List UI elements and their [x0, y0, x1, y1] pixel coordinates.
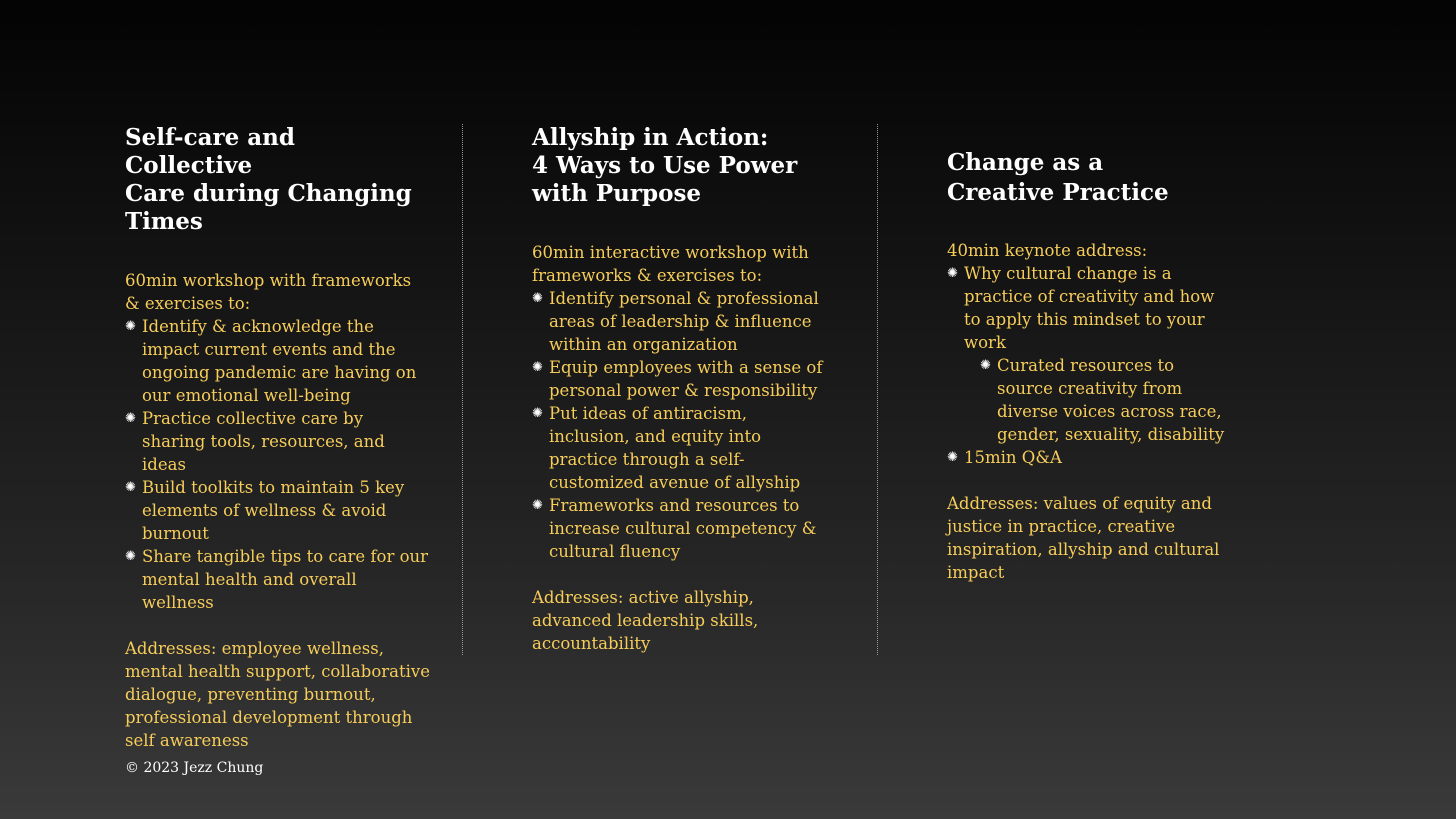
column-title: Change as a Creative Practice [947, 149, 1169, 206]
bullet-item: ✺ Build toolkits to maintain 5 key elements of wellness & avoid burnout [125, 476, 430, 545]
bullet-item: ✺ Practice collective care by sharing tools, resources, and ideas [125, 407, 430, 476]
bullet-list [125, 315, 430, 614]
column-divider [877, 124, 878, 655]
bullet-list [947, 262, 1232, 469]
bullet-item: ✺ Put ideas of antiracism, inclusion, and equity into practice through a self-customized avenue of allyship [532, 402, 832, 494]
column-intro: 60min interactive workshop with frameworks & exercises to: [532, 243, 809, 285]
column-divider [462, 124, 463, 655]
column-intro: 60min workshop with frameworks & exercises to: [125, 271, 412, 313]
column-addresses: Addresses: values of equity and justice in practice, creative inspiration, allyship and cultural impact [947, 494, 1220, 582]
workshop-column-self-care [125, 124, 430, 752]
bullet-item: ✺ Frameworks and resources to increase cultural competency & cultural fluency [532, 494, 832, 563]
column-title: Allyship in Action: 4 Ways to Use Power with Purpose [532, 124, 798, 207]
copyright-footer: © 2023 Jezz Chung [125, 760, 264, 776]
bullet-list [532, 287, 832, 563]
workshop-column-change [947, 124, 1232, 584]
column-addresses: Addresses: employee wellness, mental health support, collaborative dialogue, preventing burnout, professional development through self awareness [125, 639, 430, 750]
bullet-item: ✺ Share tangible tips to care for our mental health and overall wellness [125, 545, 430, 614]
bullet-item: ✺ Identify & acknowledge the impact current events and the ongoing pandemic are having on our emotional well-being [125, 315, 430, 407]
column-title: Self-care and Collective Care during Changing Times [125, 124, 412, 235]
workshop-column-allyship [532, 124, 832, 655]
column-intro: 40min keynote address: [947, 241, 1148, 260]
sub-bullet-item: ✺ Curated resources to source creativity from diverse voices across race, gender, sexuality, disability [980, 354, 1232, 446]
bullet-item: ✺ Why cultural change is a practice of creativity and how to apply this mindset to your work [947, 262, 1232, 354]
column-addresses: Addresses: active allyship, advanced leadership skills, accountability [532, 588, 759, 653]
bullet-item: ✺ 15min Q&A [947, 446, 1232, 469]
bullet-item: ✺ Equip employees with a sense of personal power & responsibility [532, 356, 832, 402]
bullet-item: ✺ Identify personal & professional areas of leadership & influence within an organization [532, 287, 832, 356]
